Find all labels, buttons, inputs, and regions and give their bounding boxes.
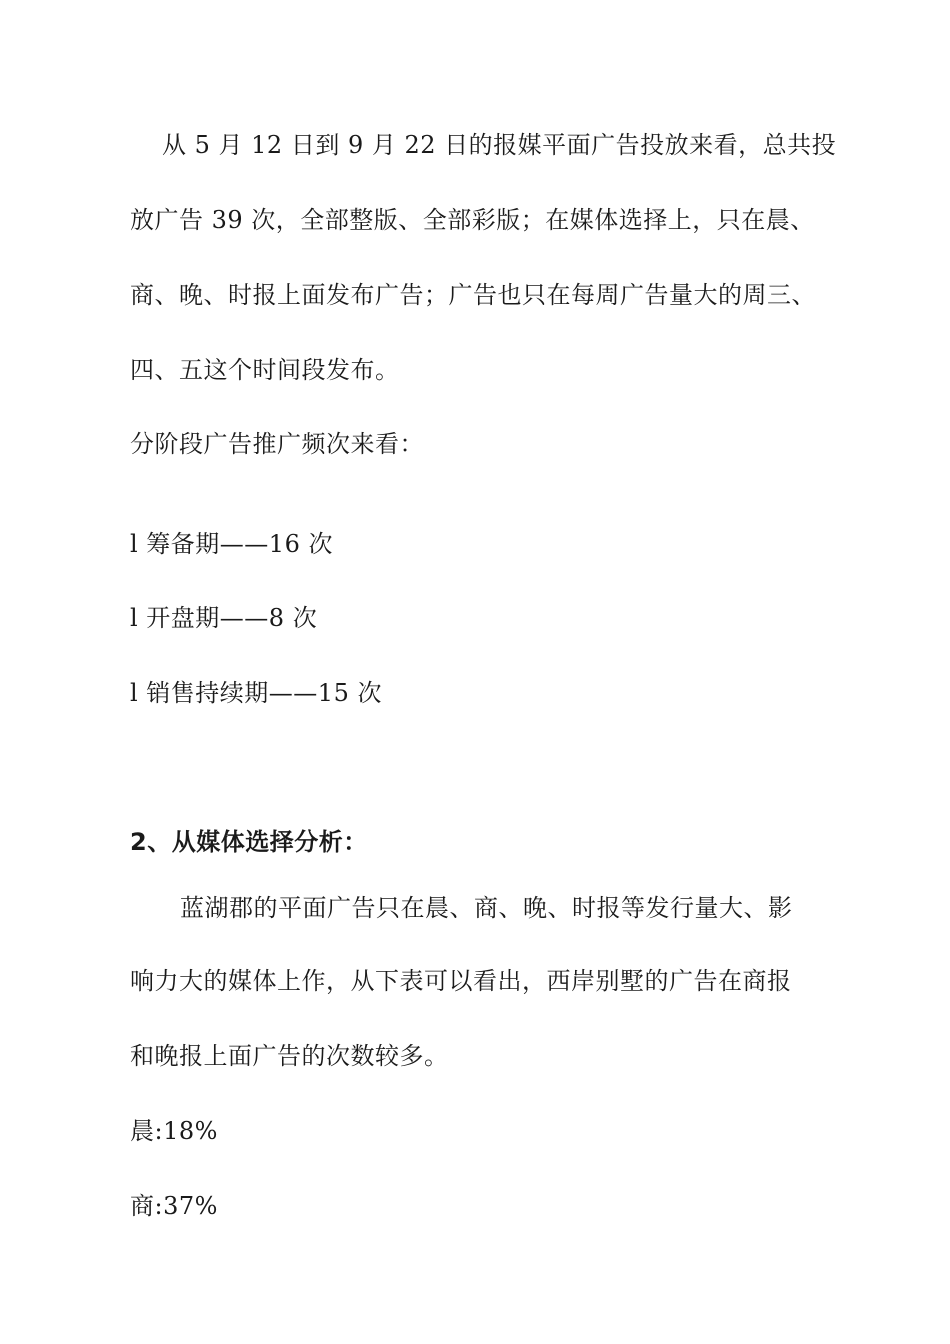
phase-item-opening: l 开盘期——8 次 (130, 604, 318, 632)
section2-line-1: 蓝湖郡的平面广告只在晨、商、晚、时报等发行量大、影 (180, 894, 793, 922)
stat-morning: 晨:18% (130, 1117, 218, 1145)
paragraph1-line-4: 四、五这个时间段发布。 (130, 356, 400, 384)
phase-intro: 分阶段广告推广频次来看： (130, 430, 424, 458)
phase-item-sales: l 销售持续期——15 次 (130, 679, 382, 707)
paragraph1-line-3: 商、晚、时报上面发布广告；广告也只在每周广告量大的周三、 (130, 281, 816, 309)
stat-commercial: 商:37% (130, 1192, 218, 1220)
section2-line-2: 响力大的媒体上作，从下表可以看出，西岸别墅的广告在商报 (130, 967, 792, 995)
section2-heading: 2、从媒体选择分析： (130, 828, 368, 856)
section2-line-3: 和晚报上面广告的次数较多。 (130, 1042, 449, 1070)
paragraph1-line-1: 从 5 月 12 日到 9 月 22 日的报媒平面广告投放来看，总共投 (162, 131, 837, 159)
paragraph1-line-2: 放广告 39 次，全部整版、全部彩版；在媒体选择上，只在晨、 (130, 206, 815, 234)
phase-item-preparation: l 筹备期——16 次 (130, 530, 333, 558)
